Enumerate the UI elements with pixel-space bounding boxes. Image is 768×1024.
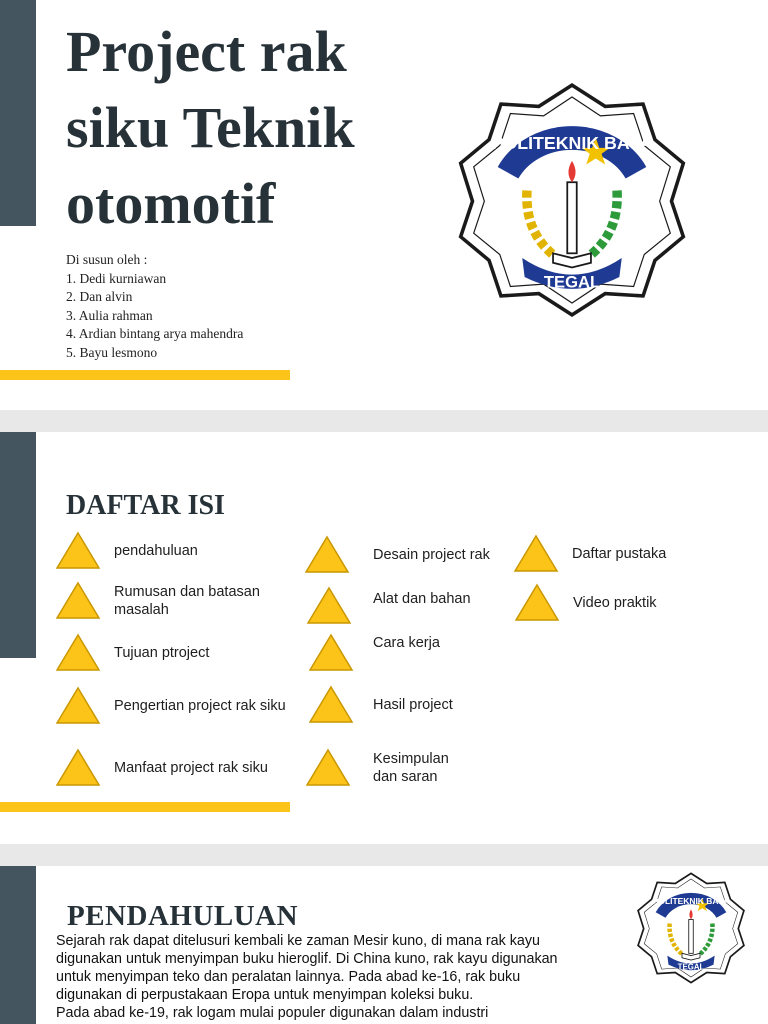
toc-label: Cara kerja	[373, 635, 440, 651]
paragraph-line: Sejarah rak dapat ditelusuri kembali ke zaman Mesir kuno, di mana rak kayu	[56, 933, 540, 949]
toc-item-manfaat	[56, 748, 268, 788]
section-title: DAFTAR ISI	[66, 490, 225, 521]
toc-item-pendahuluan	[56, 531, 198, 571]
triangle-icon	[309, 685, 355, 725]
logo-top-text: POLITEKNIK BAJA	[652, 895, 730, 906]
toc-label: Tujuan ptroject	[114, 645, 210, 661]
triangle-icon	[56, 686, 102, 726]
triangle-icon	[514, 534, 560, 574]
logo-top-text: POLITEKNIK BAJA	[491, 133, 653, 154]
paragraph-line: Pada abad ke-19, rak logam mulai populer digunakan dalam industri	[56, 1005, 489, 1021]
toc-item-cara-kerja	[309, 633, 440, 673]
toc-label: Manfaat project rak siku	[114, 760, 268, 776]
politeknik-logo	[445, 78, 699, 322]
slide-title	[0, 0, 768, 410]
toc-item-video	[515, 583, 657, 623]
toc-label: Hasil project	[373, 697, 453, 713]
paragraph-line: untuk menyimpan teko dan peralatan lainnya. Pada abad ke-16, rak buku	[56, 969, 521, 985]
toc-label: Alat dan bahan	[373, 591, 471, 607]
sidebar-bar	[0, 432, 36, 658]
politeknik-logo	[630, 870, 752, 986]
section-title: PENDAHULUAN	[67, 900, 299, 932]
toc-item-tujuan	[56, 633, 209, 673]
authors-list	[66, 251, 243, 362]
author-item: 1. Dedi kurniawan	[66, 270, 167, 286]
paragraph-line: digunakan di perpustakaan Eropa untuk menyimpan koleksi buku.	[56, 987, 474, 1003]
logo-bottom-text: TEGAL	[543, 272, 601, 292]
sidebar-bar	[0, 0, 36, 226]
toc-item-daftar-pustaka	[514, 534, 666, 574]
toc-item-alat-bahan	[307, 586, 471, 626]
intro-paragraph	[56, 932, 606, 1022]
accent-bar	[0, 370, 290, 380]
authors-heading: Di susun oleh :	[66, 252, 148, 267]
author-item: 4. Ardian bintang arya mahendra	[66, 326, 244, 341]
triangle-icon	[56, 581, 102, 621]
page-title: Project rak siku Teknik otomotif	[66, 19, 355, 236]
toc-label: Daftar pustaka	[572, 546, 667, 562]
toc-label: Video praktik	[573, 595, 657, 611]
toc-label: Desain project rak	[373, 547, 490, 563]
accent-bar	[0, 802, 290, 812]
triangle-icon	[305, 535, 351, 575]
triangle-icon	[56, 633, 102, 673]
toc-item-rumusan	[56, 581, 284, 621]
logo-bottom-text: TEGAL	[677, 962, 705, 972]
toc-item-pengertian	[56, 686, 286, 726]
author-item: 2. Dan alvin	[66, 289, 133, 304]
triangle-icon	[56, 531, 102, 571]
author-item: 5. Bayu lesmono	[66, 344, 158, 360]
paragraph-line: digunakan untuk menyimpan buku hieroglif. Di China kuno, rak kayu digunakan	[56, 951, 558, 967]
toc-item-kesimpulan	[306, 748, 463, 788]
toc-label: Pengertian project rak siku	[114, 698, 286, 714]
triangle-icon	[306, 748, 352, 788]
triangle-icon	[307, 586, 353, 626]
toc-label: pendahuluan	[114, 543, 198, 559]
sidebar-bar	[0, 866, 36, 1024]
triangle-icon	[515, 583, 561, 623]
author-item: 3. Aulia rahman	[66, 307, 153, 323]
triangle-icon	[56, 748, 102, 788]
toc-item-desain	[305, 535, 490, 575]
slide-daftar-isi	[0, 432, 768, 844]
triangle-icon	[309, 633, 355, 673]
toc-label: Rumusan dan batasan masalah	[114, 584, 260, 618]
toc-item-hasil	[309, 685, 453, 725]
toc-label: Kesimpulan dan saran	[373, 751, 449, 785]
